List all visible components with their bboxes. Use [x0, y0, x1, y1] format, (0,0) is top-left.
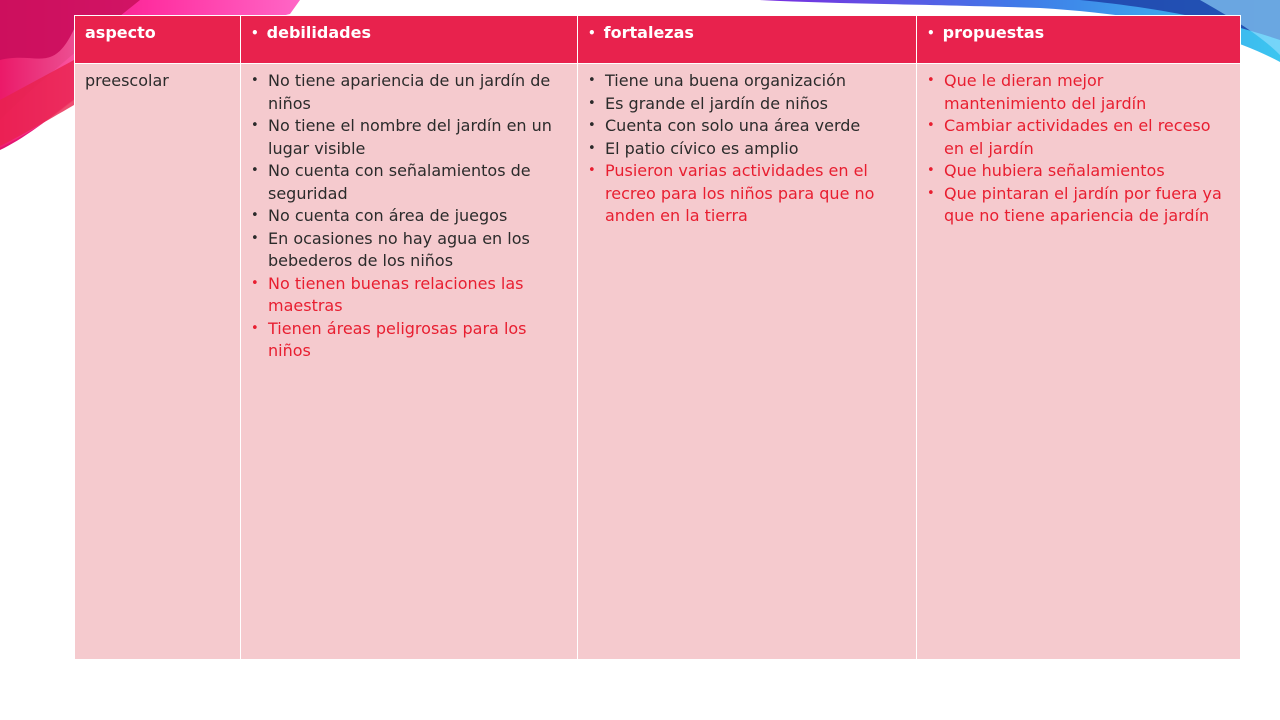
- list-item: [251, 115, 567, 160]
- list-item-text: Que hubiera señalamientos: [944, 161, 1165, 180]
- cell-aspecto: [75, 64, 241, 660]
- bullet-icon: •: [588, 95, 596, 111]
- list-item-text: Tiene una buena organización: [605, 71, 846, 90]
- header-propuestas-label: propuestas: [942, 23, 1045, 42]
- bullet-icon: •: [251, 163, 259, 178]
- list-item: [588, 93, 906, 116]
- propuestas-list: [927, 70, 1230, 228]
- list-item: [927, 183, 1230, 228]
- list-item-text: Pusieron varias actividades en el recreo para los niños para que no anden en la tierra: [605, 161, 875, 225]
- list-item-text: Cuenta con solo una área verde: [605, 116, 861, 135]
- aspecto-value: preescolar: [85, 71, 169, 90]
- cell-propuestas: [917, 64, 1241, 660]
- list-item: [588, 160, 906, 228]
- list-item-text: El patio cívico es amplio: [605, 138, 799, 158]
- list-item-text: No tiene apariencia de un jardín de niños: [268, 71, 551, 113]
- bullet-icon: •: [927, 163, 935, 178]
- list-item: [588, 115, 906, 138]
- header-propuestas: [917, 16, 1241, 64]
- bullet-icon: •: [588, 163, 596, 178]
- list-item-text: Que pintaran el jardín por fuera ya que no tiene apariencia de jardín: [944, 183, 1222, 225]
- bullet-icon: •: [927, 185, 935, 201]
- list-item: [588, 138, 906, 161]
- bullet-icon: •: [251, 275, 259, 291]
- list-item-text: En ocasiones no hay agua en los bebederos de los niños: [268, 228, 530, 270]
- list-item-text: No tiene el nombre del jardín en un lugar visible: [268, 116, 552, 158]
- bullet-icon: •: [927, 26, 935, 40]
- list-item-text: No cuenta con área de juegos: [268, 206, 508, 225]
- list-item: [588, 70, 906, 93]
- comparison-table: [74, 15, 1241, 660]
- list-item-text: Tienen áreas peligrosas para los niños: [268, 318, 527, 360]
- bullet-icon: •: [251, 26, 259, 40]
- header-fortalezas: [578, 16, 917, 64]
- cell-fortalezas: [578, 64, 917, 660]
- bullet-icon: •: [251, 320, 259, 336]
- list-item: [251, 228, 567, 273]
- bullet-icon: •: [927, 73, 935, 88]
- debilidades-list: [251, 70, 567, 363]
- bullet-icon: •: [588, 118, 596, 133]
- bullet-icon: •: [588, 73, 596, 88]
- table-header-row: [75, 16, 1241, 64]
- list-item-text: Que le dieran mejor mantenimiento del jardín: [944, 71, 1147, 113]
- list-item-text: No cuenta con señalamientos de seguridad: [268, 161, 531, 203]
- list-item: [927, 115, 1230, 160]
- header-debilidades: [241, 16, 578, 64]
- list-item: [251, 70, 567, 115]
- header-fortalezas-label: fortalezas: [603, 23, 694, 42]
- list-item: [251, 205, 567, 228]
- bullet-icon: •: [251, 73, 259, 88]
- list-item: [927, 160, 1230, 183]
- cell-debilidades: [241, 64, 578, 660]
- list-item: [927, 70, 1230, 115]
- bullet-icon: •: [588, 26, 596, 40]
- table-row: [75, 64, 1241, 660]
- bullet-icon: •: [251, 118, 259, 133]
- list-item: [251, 273, 567, 318]
- bullet-icon: •: [251, 230, 259, 246]
- fortalezas-list: [588, 70, 906, 228]
- list-item-text: No tienen buenas relaciones las maestras: [268, 273, 524, 315]
- header-debilidades-label: debilidades: [266, 23, 371, 42]
- bullet-icon: •: [927, 118, 935, 133]
- list-item-text: Es grande el jardín de niños: [605, 93, 828, 113]
- bullet-icon: •: [588, 140, 596, 156]
- list-item: [251, 318, 567, 363]
- header-aspecto: [75, 16, 241, 64]
- bullet-icon: •: [251, 208, 259, 223]
- header-aspecto-label: aspecto: [85, 23, 156, 42]
- list-item-text: Cambiar actividades en el receso en el jardín: [944, 116, 1211, 158]
- list-item: [251, 160, 567, 205]
